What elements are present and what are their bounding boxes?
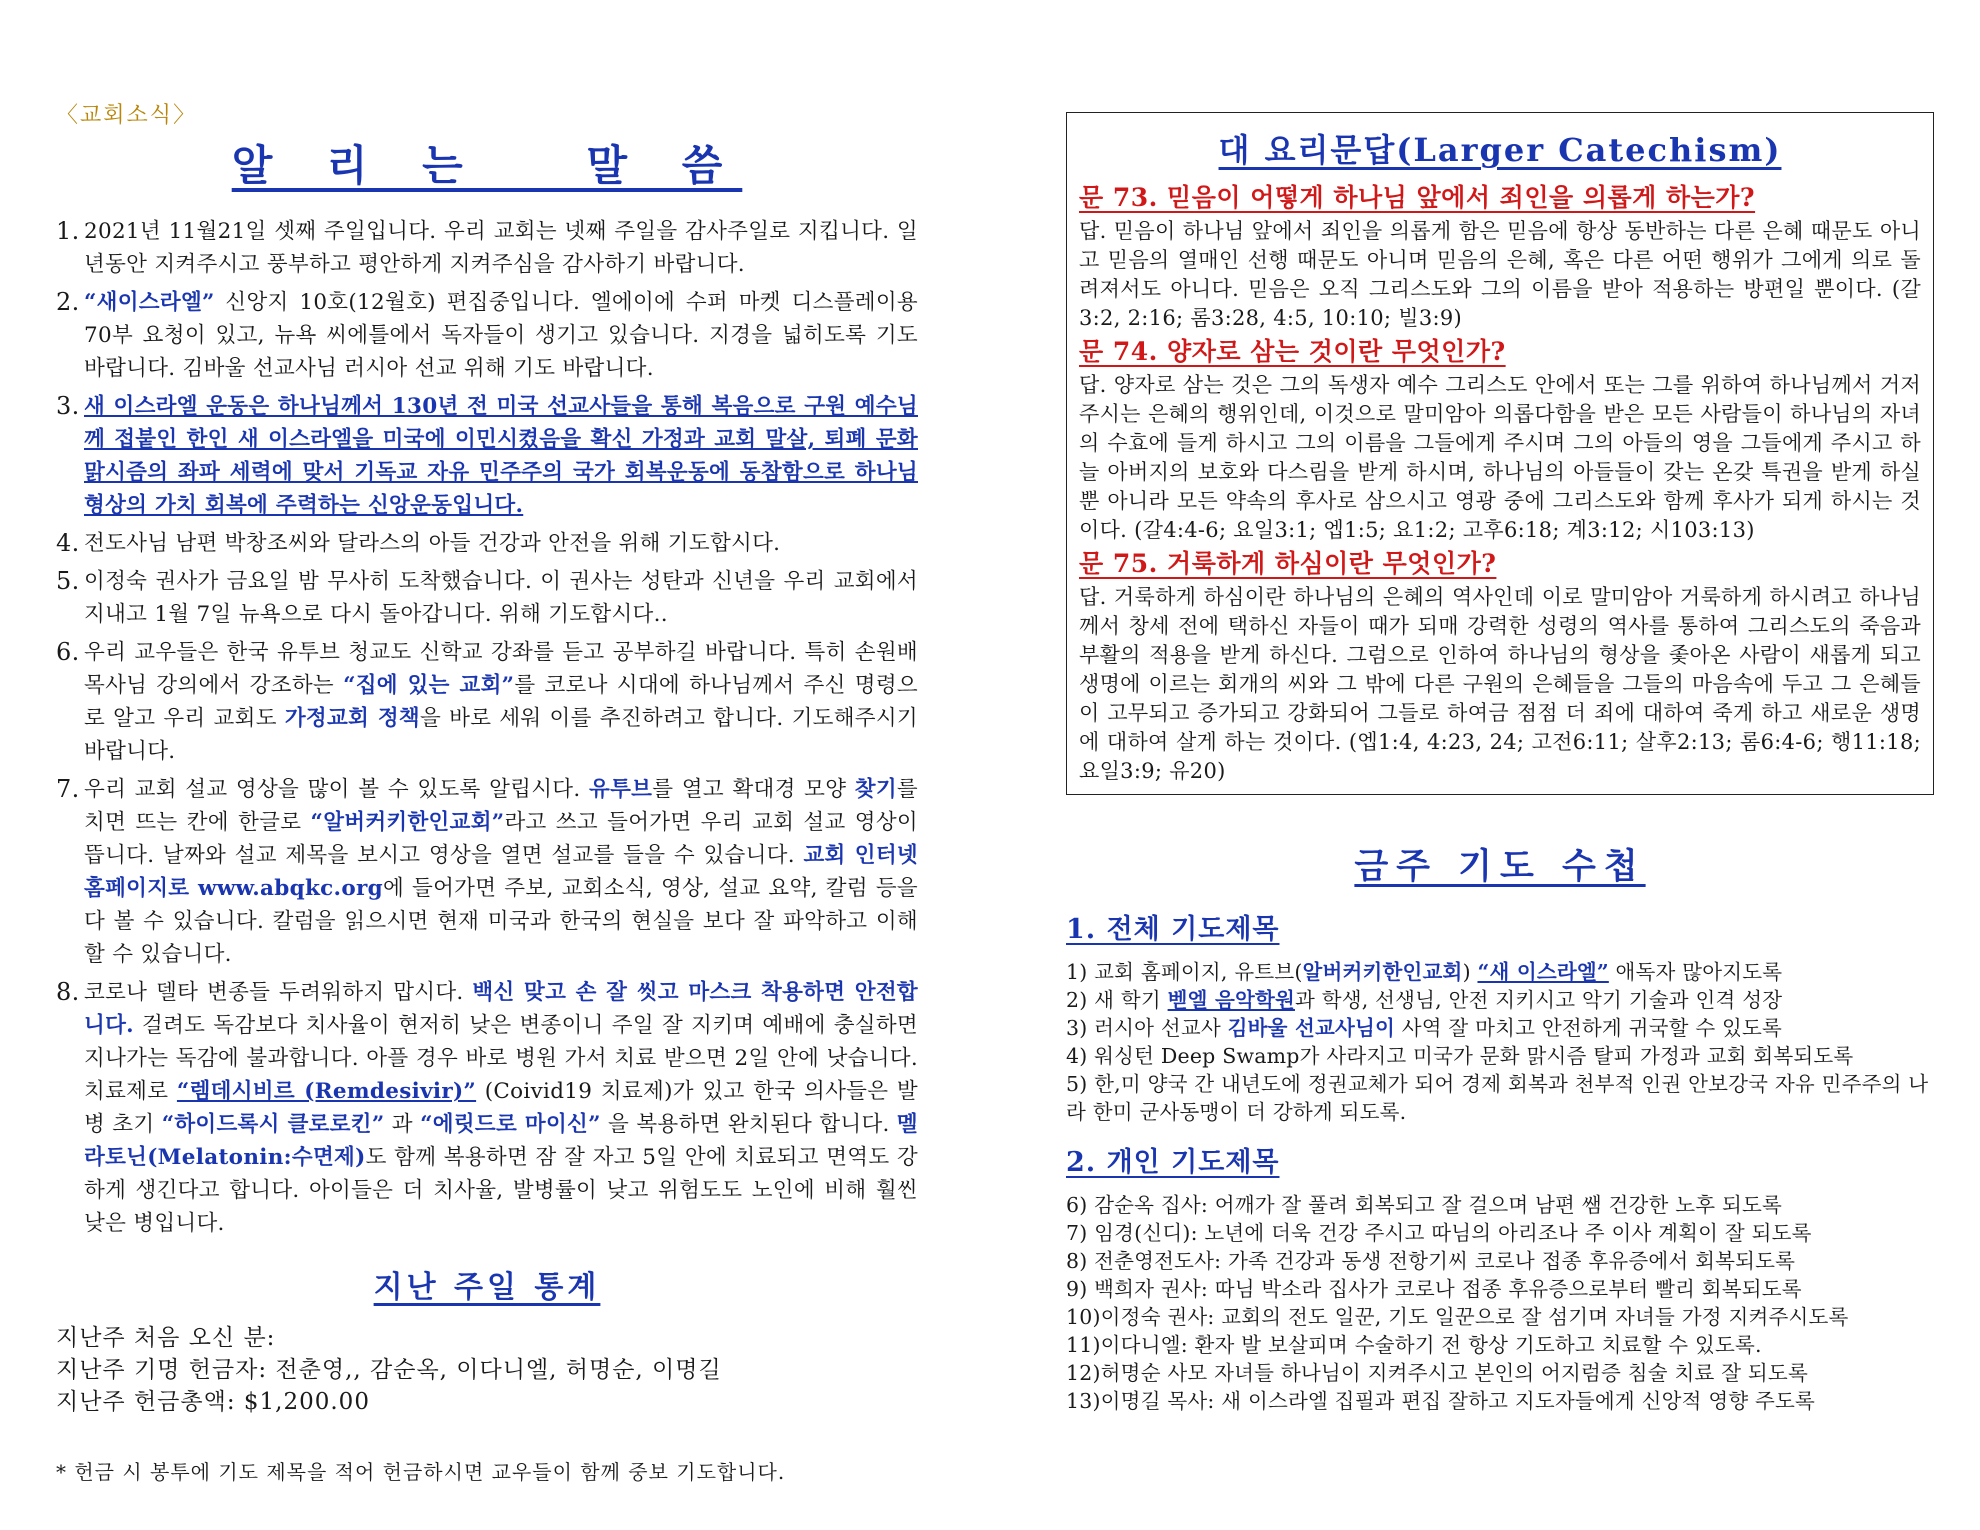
prayer-section-title: 1. 전체 기도제목 [1066, 914, 1280, 945]
text-run: “집에 있는 교회” [343, 673, 515, 698]
section-tag: 〈교회소식〉 [56, 103, 198, 128]
text-run: 1) 교회 홈페이지, 유트브( [1066, 960, 1303, 984]
text-run: 5) 한,미 양국 간 내년도에 정권교체가 되어 경제 회복과 천부적 인권 안보강국 자유 민주주의 나라 한미 군사동맹이 더 강하게 되도록. [1066, 1072, 1929, 1124]
prayer-item [1066, 1359, 1934, 1387]
catechism-title: 대 요리문답(Larger Catechism) [1218, 131, 1782, 169]
catechism-question: 문 73. 믿음이 어떻게 하나님 앞에서 죄인을 의롭게 하는가? [1079, 183, 1756, 212]
text-run: (Coivid19 치료제)가 있고 한국 의사들은 발병 초기 [84, 1079, 918, 1137]
notice-item [56, 215, 918, 281]
notice-number: 6. [56, 638, 80, 666]
text-run: “하이드록시 클로로킨” [161, 1112, 385, 1137]
prayer-item [1066, 1191, 1934, 1219]
prayer-item [1066, 1219, 1934, 1247]
text-run: “새이스라엘” [84, 290, 215, 315]
notice-item [56, 565, 918, 631]
prayer-item [1066, 1275, 1934, 1303]
text-run: 이정숙 권사가 금요일 밤 무사히 도착했습니다. 이 권사는 성탄과 신년을 우리 교회에서 지내고 1월 7일 뉴욕으로 다시 돌아갑니다. 위해 기도합시다.. [84, 569, 918, 627]
notice-text [84, 569, 918, 627]
prayer-item [1066, 1014, 1934, 1042]
text-run: 찾기 [854, 777, 897, 802]
stats-block [56, 1322, 918, 1418]
prayer-item [1066, 1070, 1934, 1126]
text-run: 를 열고 확대경 모양 [652, 777, 855, 802]
notice-number: 7. [56, 775, 80, 803]
text-run: 라고 쓰고 들어가면 우리 교회 설교 영상이 뜹니다. 날짜와 설교 제목을 보시고 영상을 열면 설교를 들을 수 있습니다. [84, 810, 918, 868]
left-column [56, 98, 918, 1485]
text-run: 8) 전춘영전도사: 가족 건강과 동생 전항기씨 코로나 접종 후유증에서 회복되도록 [1066, 1249, 1796, 1273]
prayer-item [1066, 1247, 1934, 1275]
prayer-item [1066, 1042, 1934, 1070]
text-run: 알버커키한인교회 [1302, 960, 1463, 984]
notice-item [56, 390, 918, 522]
catechism-box [1066, 112, 1934, 795]
prayer-sections [1066, 907, 1934, 1415]
text-run: “새 이스라엘” [1477, 960, 1609, 984]
text-run: 백신 맞고 손 잘 씻고 마스크 착용하면 안전합니다. [84, 980, 918, 1038]
text-run: 10)이정숙 권사: 교회의 전도 일꾼, 기도 일꾼으로 잘 섬기며 자녀들 가정 지켜주시도록 [1066, 1305, 1849, 1329]
text-run: “알버커키한인교회” [310, 810, 505, 835]
text-run: 2021년 11월21일 셋째 주일입니다. 우리 교회는 넷째 주일을 감사주일로 지킵니다. 일년동안 지켜주시고 풍부하고 평안하게 지켜주심을 감사하기 바랍니다. [84, 219, 918, 277]
stat-line: 지난주 기명 헌금자: 전춘영,, 감순옥, 이다니엘, 허명순, 이명길 [56, 1357, 722, 1383]
text-run: 과 [384, 1112, 421, 1137]
notice-item [56, 976, 918, 1240]
notice-number: 3. [56, 392, 80, 420]
text-run: 를 치면 뜨는 칸에 한글로 [84, 777, 918, 835]
stat-line: 지난주 처음 오신 분: [56, 1325, 276, 1351]
notice-text [84, 219, 918, 277]
notice-number: 8. [56, 978, 80, 1006]
prayer-item [1066, 958, 1934, 986]
text-run: 김바울 선교사님이 [1227, 1016, 1395, 1040]
text-run: 과 학생, 선생님, 안전 지키시고 악기 기술과 인격 성장 [1294, 988, 1783, 1012]
text-run: 를 코로나 시대에 하나님께서 주신 명령으로 알고 우리 교회도 [84, 673, 918, 731]
text-run: 을 복용하면 완치된다 합니다. [600, 1112, 897, 1137]
text-run: 7) 임경(신디): 노년에 더욱 건강 주시고 따님의 아리조나 주 이사 계획이 잘 되도록 [1066, 1221, 1812, 1245]
text-run: 13)이명길 목사: 새 이스라엘 집필과 편집 잘하고 지도자들에게 신앙적 영향 주도록 [1066, 1389, 1816, 1413]
text-run: 걸려도 독감보다 치사율이 현저히 낮은 변종이니 주일 잘 지키며 예배에 충실하면 지나가는 독감에 불과합니다. 아플 경우 바로 병원 가서 치료 받으면 2일 안에 낫습니다. 치료제로 [84, 1013, 918, 1104]
text-run: 에 들어가면 주보, 교회소식, 영상, 설교 요약, 칼럼 등을 다 볼 수 있습니다. 칼럼을 읽으시면 현재 미국과 한국의 현실을 보다 잘 파악하고 이해할 수 있습니다. [84, 876, 918, 967]
footnote: * 헌금 시 봉투에 기도 제목을 적어 헌금하시면 교우들이 함께 중보 기도합니다. [56, 1460, 786, 1484]
notice-text [84, 394, 918, 518]
page-title: 알 리 는 말 씀 [231, 141, 743, 190]
text-run: 가정교회 정책 [284, 706, 420, 731]
notice-item [56, 636, 918, 768]
catechism-answer: 답. 양자로 삼는 것은 그의 독생자 예수 그리스도 안에서 또는 그를 위하여 하나님께서 거저 주시는 은혜의 행위인데, 이것으로 말미암아 의롭다함을 받은 모든 사람들이 하나님의 자녀의 수효에 들게 하시고 그의 이름을 그들에게 주시며 그의 아들의 영을 그들에게 주시고 하늘 아버지의 보호와 다스림을 받게 하시며, 하나님의 아들들이 갖는 온갖 특권을 받게 하실 뿐 아니라 모든 약속의 후사로 삼으시고 영광 중에 그리스도와 함께 후사가 되게 하시는 것이다. (갈4:4-6; 요일3:1; 엡1:5; 요1:2; 고후6:18; 계3:12; 시103:13) [1079, 373, 1921, 542]
text-run: “렘데시비르 (Remdesivir)” [176, 1079, 477, 1104]
catechism-answer: 답. 거룩하게 하심이란 하나님의 은혜의 역사인데 이로 말미암아 거룩하게 하시려고 하나님께서 창세 전에 택하신 자들이 때가 되매 강력한 성령의 역사를 통하여 그리스도의 죽음과 부활의 적용을 받게 하신다. 그럼으로 인하여 하나님의 형상을 좇아온 사람이 새롭게 되고 생명에 이르는 회개의 씨와 그 밖에 다른 구원의 은혜들을 그들의 마음속에 두고 그 은혜들이 고무되고 증가되고 강화되어 그들로 하여금 점점 더 죄에 대하여 죽게 하고 새로운 생명에 대하여 살게 하는 것이다. (엡1:4, 4:23, 24; 고전6:11; 살후2:13; 롬6:4-6; 행11:18; 요일3:9; 유20) [1079, 585, 1921, 783]
notice-item [56, 286, 918, 385]
notice-text [84, 980, 918, 1236]
text-run: 멜라토닌(Melatonin:수면제) [84, 1112, 918, 1170]
text-run: 우리 교우들은 한국 유투브 청교도 신학교 강좌를 듣고 공부하길 바랍니다. 특히 손원배 목사님 강의에서 강조하는 [84, 640, 918, 698]
notice-number: 4. [56, 529, 80, 557]
catechism-question: 문 74. 양자로 삼는 것이란 무엇인가? [1079, 337, 1506, 366]
text-run: 12)허명순 사모 자녀들 하나님이 지켜주시고 본인의 어지럼증 침술 치료 잘 되도록 [1066, 1361, 1808, 1385]
text-run: 을 바로 세워 이를 추진하려고 합니다. 기도해주시기 바랍니다. [84, 706, 918, 764]
text-run: 도 함께 복용하면 잠 잘 자고 5일 안에 치료되고 면역도 강하게 생긴다고 합니다. 아이들은 더 치사율, 발병률이 낮고 위험도도 노인에 비해 훨씬 낮은 병입니다. [84, 1145, 918, 1236]
text-run: 6) 감순옥 집사: 어깨가 잘 풀려 회복되고 잘 걸으며 남편 쌤 건강한 노후 되도록 [1066, 1193, 1782, 1217]
stat-line: 지난주 헌금총액: $1,200.00 [56, 1389, 370, 1415]
text-run: 우리 교회 설교 영상을 많이 볼 수 있도록 알립시다. [84, 777, 590, 802]
text-run: 4) 워싱턴 Deep Swamp가 사라지고 미국가 문화 맑시즘 탈피 가정과 교회 회복되도록 [1066, 1044, 1854, 1068]
text-run: 전도사님 남편 박창조씨와 달라스의 아들 건강과 안전을 위해 기도합시다. [84, 531, 781, 556]
text-run: 벧엘 음악학원 [1167, 988, 1295, 1012]
catechism-question: 문 75. 거룩하게 하심이란 무엇인가? [1079, 549, 1497, 578]
notice-text [84, 777, 918, 967]
prayer-section-title: 2. 개인 기도제목 [1066, 1147, 1280, 1178]
text-run: 유투브 [589, 777, 653, 802]
text-run: 3) 러시아 선교사 [1066, 1016, 1228, 1040]
text-run: 11)이다니엘: 환자 발 보살피며 수술하기 전 항상 기도하고 치료할 수 있도록. [1066, 1333, 1762, 1357]
prayer-title: 금주 기도 수첩 [1354, 846, 1646, 887]
notice-number: 5. [56, 567, 80, 595]
notice-text [84, 531, 780, 556]
text-run: 코로나 델타 변종들 두려워하지 맙시다. [84, 980, 473, 1005]
prayer-item [1066, 986, 1934, 1014]
catechism-item [1079, 181, 1921, 333]
prayer-item [1066, 1387, 1934, 1415]
prayer-item [1066, 1303, 1934, 1331]
text-run: 새 이스라엘 운동은 하나님께서 130년 전 미국 선교사들을 통해 복음으로 구원 예수님께 접붙인 한인 새 이스라엘을 미국에 이민시켰음을 확신 가정과 교회 말살, 퇴폐 문화 맑시즘의 좌파 세력에 맞서 기독교 자유 민주주의 국가 회복운동에 동참함으로 하나님 형상의 가치 회복에 주력하는 신앙운동입니다. [84, 394, 918, 518]
text-run: “에릿드로 마이신” [420, 1112, 601, 1137]
prayer-item [1066, 1331, 1934, 1359]
notice-number: 1. [56, 217, 80, 245]
catechism-answer: 답. 믿음이 하나님 앞에서 죄인을 의롭게 함은 믿음에 항상 동반하는 다른 은혜 때문도 아니고 믿음의 열매인 선행 때문도 아니며 믿음의 은혜, 혹은 다른 어떤 행위가 그에게 의로 돌려져서도 아니다. 믿음은 오직 그리스도와 그의 이름을 받아 적용하는 방편일 뿐이다. (갈3:2, 2:16; 롬3:28, 4:5, 10:10; 빌3:9) [1079, 219, 1921, 330]
notice-item [56, 527, 918, 560]
text-run: 사역 잘 마치고 안전하게 귀국할 수 있도록 [1394, 1016, 1783, 1040]
text-run: ) [1462, 960, 1478, 984]
catechism-item [1079, 547, 1921, 786]
text-run: 신앙지 10호(12월호) 편집중입니다. 엘에이에 수퍼 마켓 디스플레이용 70부 요청이 있고, 뉴욕 씨에틀에서 독자들이 생기고 있습니다. 지경을 넓히도록 기도 바랍니다. 김바울 선교사님 러시아 선교 위해 기도 바랍니다. [84, 290, 918, 381]
text-run: 2) 새 학기 [1066, 988, 1168, 1012]
notice-list [56, 215, 918, 1240]
notice-text [84, 640, 918, 764]
text-run: 애독자 많아지도록 [1608, 960, 1783, 984]
text-run: 교회 인터넷 홈페이지로 www.abqkc.org [84, 843, 918, 901]
notice-number: 2. [56, 288, 80, 316]
notice-item [56, 773, 918, 971]
text-run: 9) 백희자 권사: 따님 박소라 집사가 코로나 접종 후유증으로부터 빨리 회복되도록 [1066, 1277, 1802, 1301]
notice-text [84, 290, 918, 381]
right-column [1066, 112, 1934, 1415]
catechism-item [1079, 335, 1921, 545]
stats-title: 지난 주일 통계 [373, 1270, 601, 1305]
